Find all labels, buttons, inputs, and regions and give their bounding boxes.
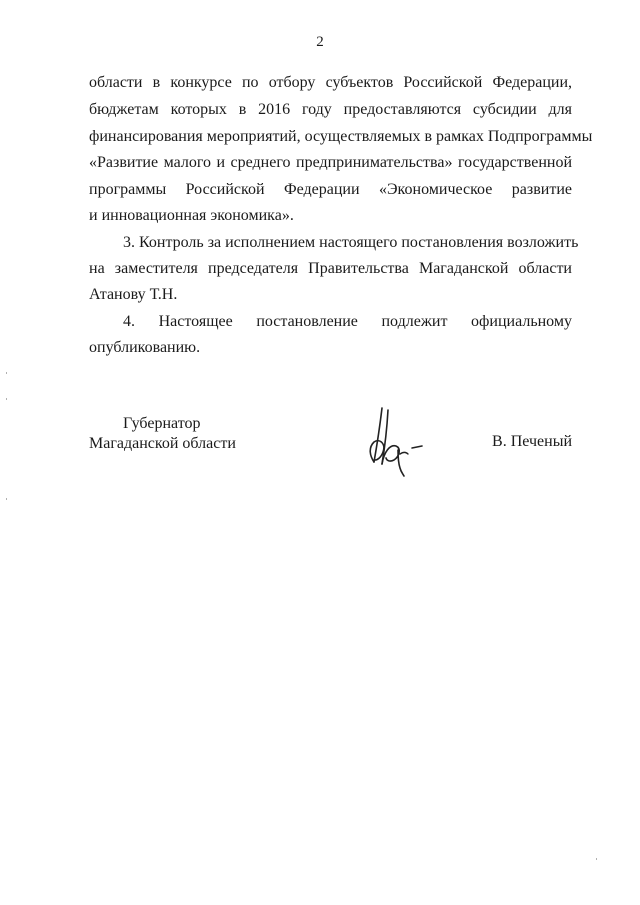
scan-artifact <box>596 858 597 860</box>
handwritten-signature <box>360 400 430 480</box>
scan-artifact <box>6 498 7 500</box>
scan-artifact <box>6 398 7 400</box>
body-line: бюджетам которых в 2016 году предоставляются субсидии для <box>89 101 572 118</box>
scan-artifact <box>6 372 7 374</box>
body-line: области в конкурсе по отбору субъектов Российской Федерации, <box>89 74 572 91</box>
page-number: 2 <box>316 34 324 50</box>
paragraph-4-line: 4. Настоящее постановление подлежит официальному <box>123 313 572 330</box>
paragraph-3-line: Атанову Т.Н. <box>89 286 178 303</box>
body-line: финансирования мероприятий, осуществляемых в рамках Подпрограммы <box>89 128 593 145</box>
body-line: и инновационная экономика». <box>89 207 294 224</box>
body-line: программы Российской Федерации «Экономическое развитие <box>89 181 572 198</box>
paragraph-3-line: на заместителя председателя Правительства Магаданской области <box>89 260 572 277</box>
signatory-title: Губернатор <box>123 415 201 432</box>
signatory-name: В. Печеный <box>492 433 572 450</box>
paragraph-3-line: 3. Контроль за исполнением настоящего постановления возложить <box>123 234 579 251</box>
body-line: «Развитие малого и среднего предпринимательства» государственной <box>89 154 572 171</box>
paragraph-4-line: опубликованию. <box>89 339 201 356</box>
signatory-region: Магаданской области <box>89 435 236 452</box>
